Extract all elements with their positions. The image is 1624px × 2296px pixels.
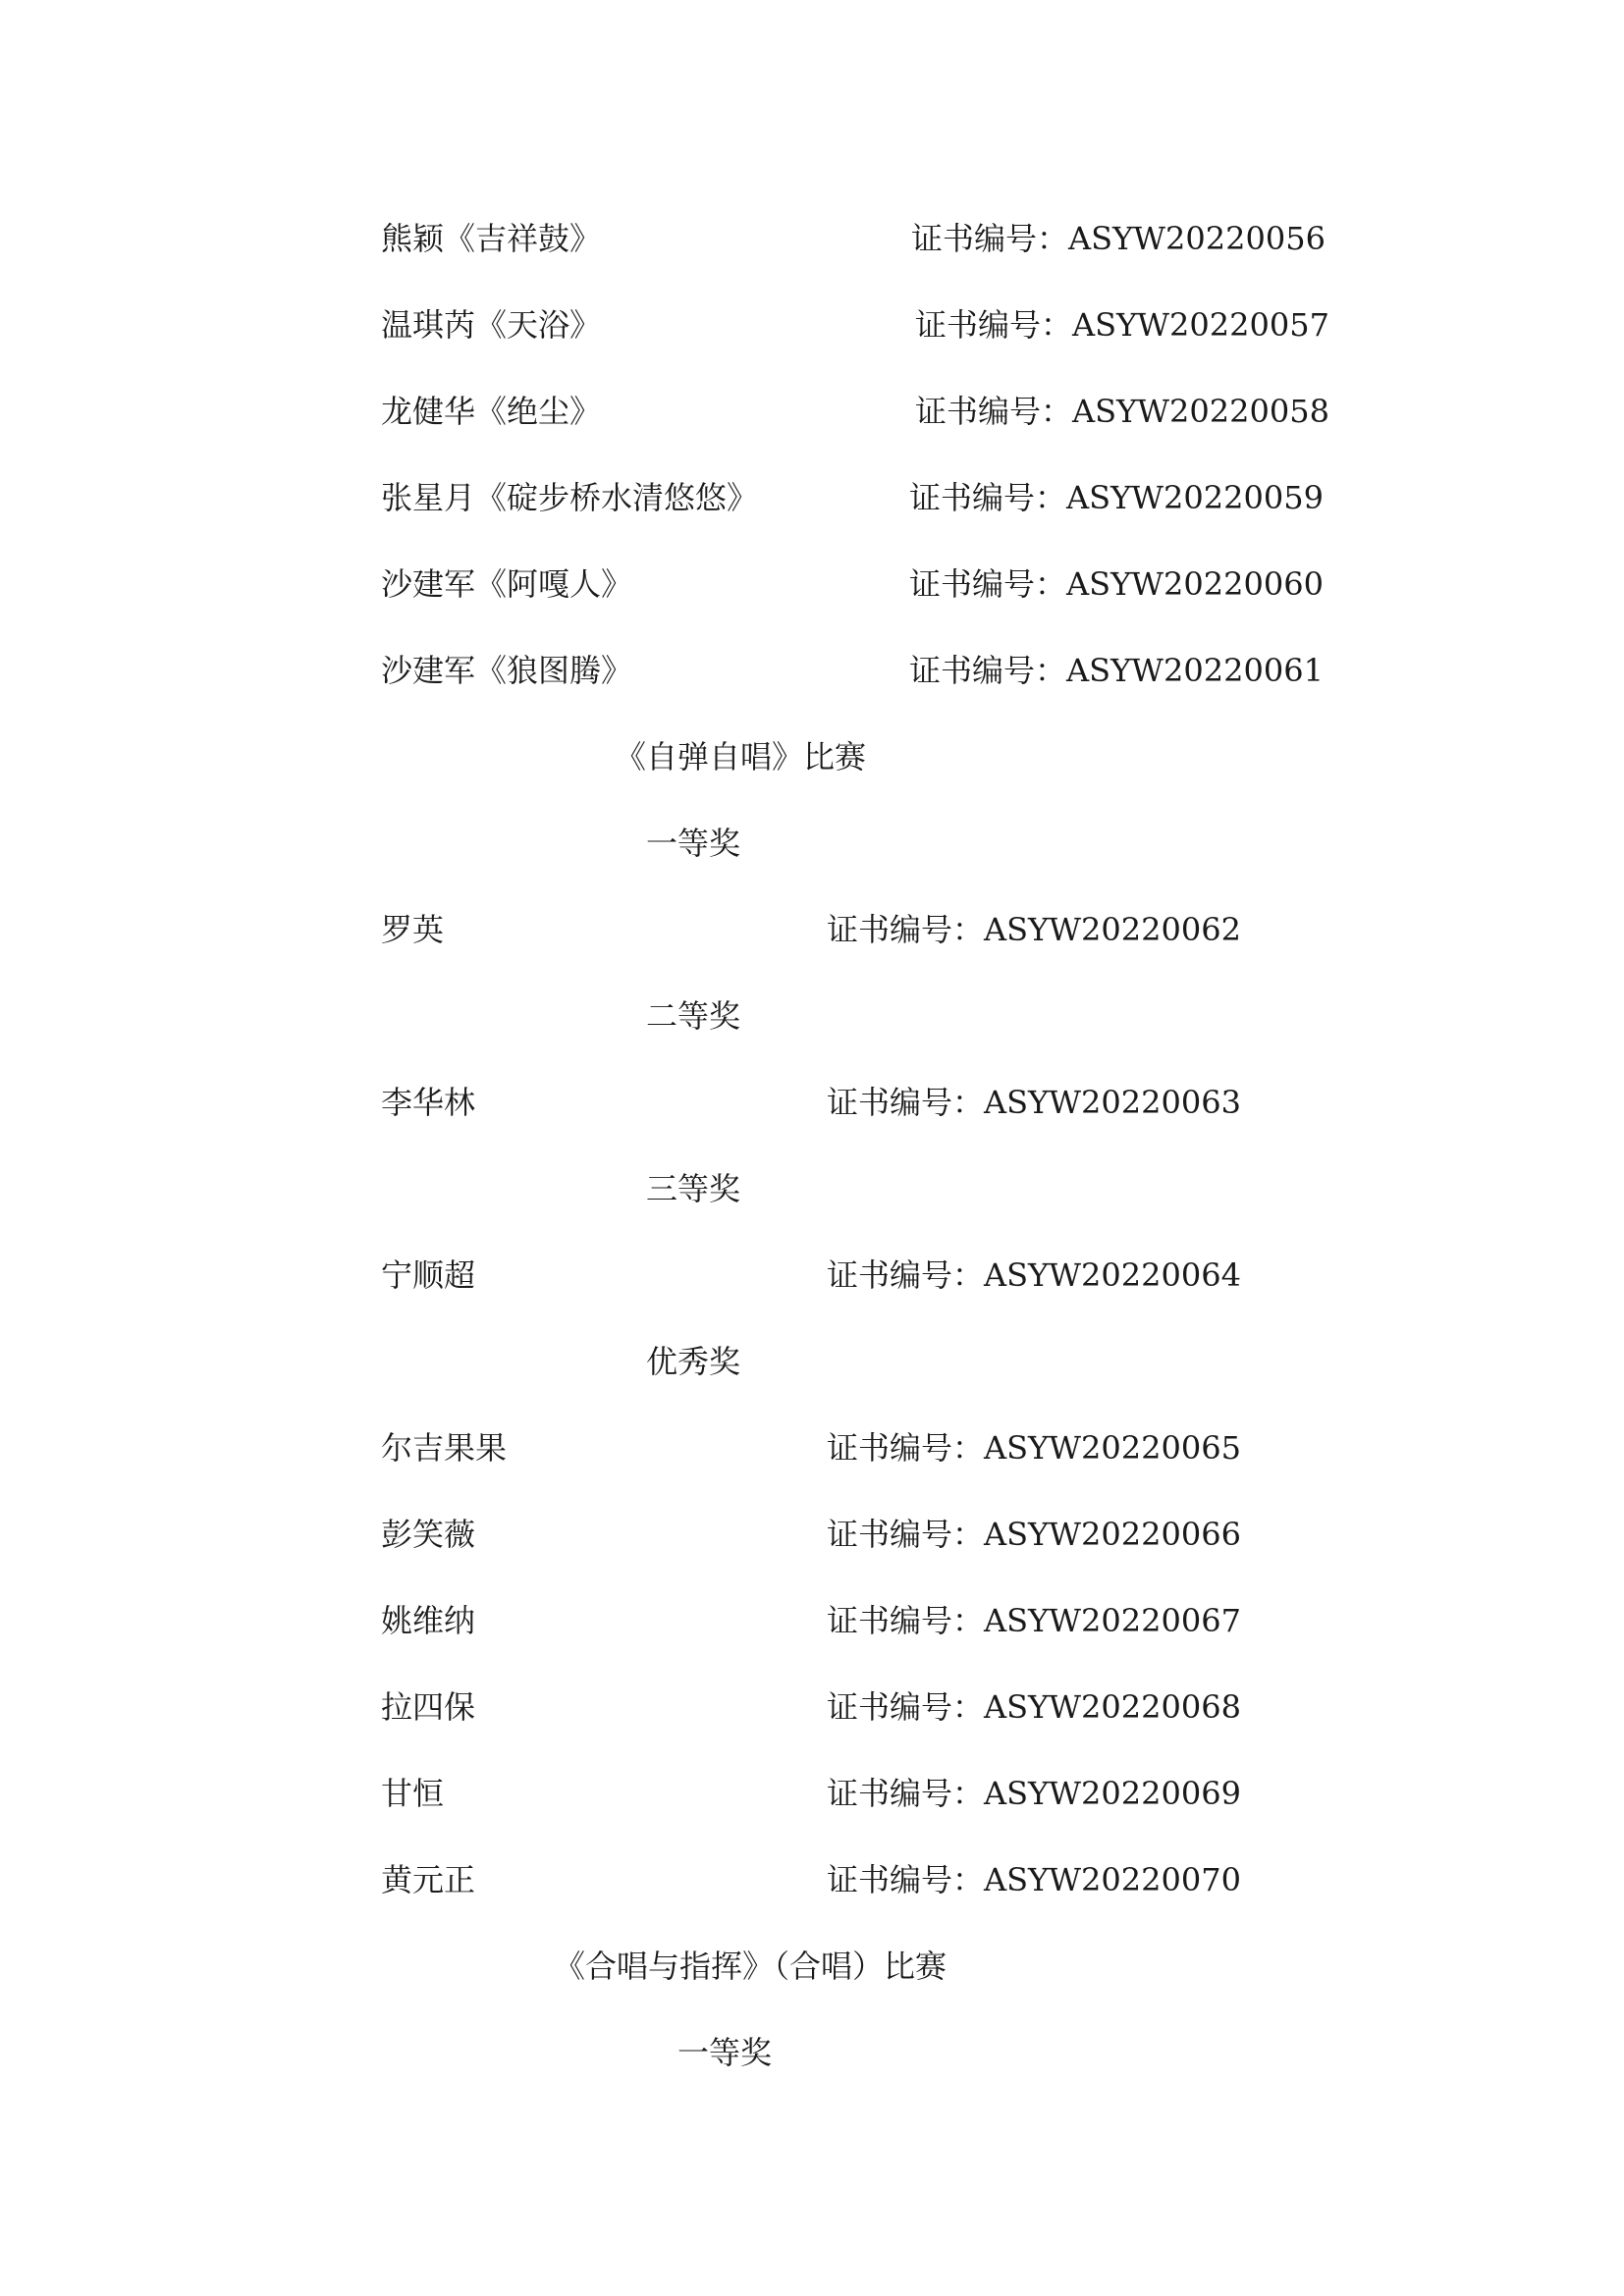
entry-name: 沙建军《狼图腾》 [381,652,633,689]
entry-name: 龙健华《绝尘》 [381,393,602,430]
prize-heading: 三等奖 [646,1170,741,1207]
entry-cert: 证书编号：ASYW20220066 [827,1516,1241,1553]
entry-name: 拉四保 [381,1688,476,1726]
section-title: 《自弹自唱》比赛 [615,738,867,775]
entry-cert: 证书编号：ASYW20220061 [909,652,1324,689]
entry-name: 李华林 [381,1084,476,1121]
entry-name: 尔吉果果 [381,1429,508,1467]
entry-name: 宁顺超 [381,1256,476,1294]
entry-cert: 证书编号：ASYW20220058 [915,393,1329,430]
prize-heading: 一等奖 [677,2034,773,2071]
section-title: 《合唱与指挥》（合唱）比赛 [554,1948,947,1985]
entry-name: 甘恒 [381,1775,445,1812]
entry-cert: 证书编号：ASYW20220063 [827,1084,1241,1121]
entry-name: 罗英 [381,911,445,948]
entry-name: 姚维纳 [381,1602,476,1639]
entry-name: 温琪芮《天浴》 [381,306,602,344]
entry-cert: 证书编号：ASYW20220056 [911,220,1326,257]
prize-heading: 优秀奖 [646,1343,741,1380]
entry-name: 沙建军《阿嘎人》 [381,565,633,603]
entry-cert: 证书编号：ASYW20220067 [827,1602,1241,1639]
entry-cert: 证书编号：ASYW20220070 [827,1861,1241,1898]
entry-cert: 证书编号：ASYW20220059 [909,479,1324,516]
entry-cert: 证书编号：ASYW20220060 [909,565,1324,603]
entry-cert: 证书编号：ASYW20220064 [827,1256,1241,1294]
entry-name: 张星月《碇步桥水清悠悠》 [381,479,759,516]
entry-name: 熊颖《吉祥鼓》 [381,220,602,257]
entry-name: 彭笑薇 [381,1516,476,1553]
prize-heading: 二等奖 [646,997,741,1035]
prize-heading: 一等奖 [646,825,741,862]
entry-cert: 证书编号：ASYW20220069 [827,1775,1241,1812]
entry-cert: 证书编号：ASYW20220068 [827,1688,1241,1726]
entry-cert: 证书编号：ASYW20220062 [827,911,1241,948]
entry-name: 黄元正 [381,1861,476,1898]
entry-cert: 证书编号：ASYW20220057 [915,306,1329,344]
entry-cert: 证书编号：ASYW20220065 [827,1429,1241,1467]
